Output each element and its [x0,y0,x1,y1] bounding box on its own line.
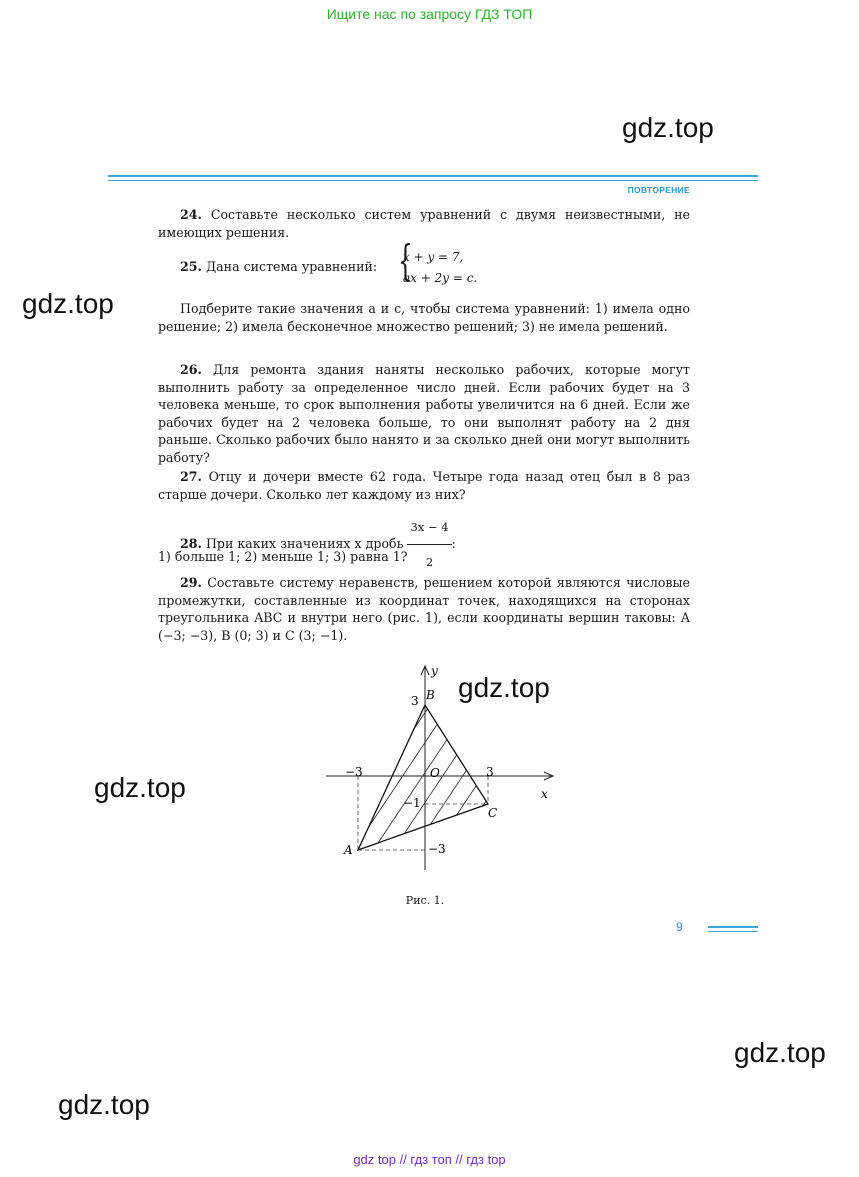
problem-number: 24. [180,207,202,222]
figure-1 [310,655,570,875]
fraction-denominator: 2 [425,555,434,569]
footer-links[interactable]: gdz top // гдз топ // гдз top [353,1152,506,1167]
problem-25-followup: Подберите такие значения a и c, чтобы система уравнений: 1) имела одно решение; 2) имела бесконечное множество решений; 3) не имела решений. [158,301,690,334]
tick-label-xm3: −3 [345,765,363,779]
problem-text: Дана система уравнений: [205,259,378,274]
watermark: gdz.top [622,112,714,143]
watermark: gdz.top [22,288,114,319]
header-rule [108,175,758,177]
y-axis-label: y [431,664,438,678]
problem-29 [158,574,690,644]
problem-text: Составьте несколько систем уравнений с двумя неизвестными, не имеющих решения. [158,207,690,240]
system-brace: { [398,236,413,285]
triangle-abc [358,705,488,850]
problem-26 [158,361,690,466]
colon: : [451,536,456,551]
system-equation-2: ax + 2y = c. [403,271,478,285]
problem-number: 26. [180,362,202,377]
tick-label-ym1: −1 [403,796,421,810]
problem-text: При каких значениях x дробь [205,536,404,551]
vertex-a-label: A [344,843,353,857]
problem-number: 27. [180,469,202,484]
watermark: gdz.top [734,1037,826,1068]
problem-number: 28. [180,536,202,551]
problem-text: Для ремонта здания наняты несколько рабочих, которые могут выполнить работу за определенное число дней. Если рабочих будет на 3 человека меньше, то срок выполнения работы увеличится на 6 дней. Если же рабочих будет на 2 человека больше, то они выполнят работу на 2 дня раньше. Сколько рабочих было нанято и за сколько дней они могут выполнить работу? [158,362,690,465]
footer-rule [708,926,758,928]
problem-28-followup: 1) больше 1; 2) меньше 1; 3) равна 1? [158,549,408,564]
system-equation-1: x + y = 7, [403,250,464,264]
problem-28 [180,510,456,579]
section-label: ПОВТОРЕНИЕ [627,185,690,195]
vertex-b-label: B [426,688,435,702]
figure-caption: Рис. 1. [405,894,445,907]
header-rule [108,180,758,181]
problem-text: Отцу и дочери вместе 62 года. Четыре года назад отец был в 8 раз старше дочери. Сколько лет каждому из них? [158,469,690,502]
problem-24 [158,206,690,241]
problem-25 [180,259,377,274]
footer-rule [708,931,758,932]
watermark: gdz.top [58,1089,150,1120]
x-axis-label: x [541,787,548,801]
watermark: gdz.top [458,672,550,703]
watermark: gdz.top [94,772,186,803]
top-banner[interactable]: Ищите нас по запросу ГДЗ ТОП [326,6,533,22]
fraction [407,510,451,579]
fraction-numerator: 3x − 4 [407,510,451,545]
problem-27 [158,468,690,503]
tick-label-ym3: −3 [428,842,446,856]
origin-label: O [430,766,440,780]
vertex-c-label: C [488,806,498,820]
problem-text: Составьте систему неравенств, решением которой являются числовые промежутки, составленные из координат точек, находящихся на сторонах треугольника ABC и внутри него (рис. 1), если координаты вершин таковы: A (−3; −3), B (0; 3) и C (3; −1). [158,575,690,643]
tick-label-x3: 3 [486,765,494,779]
page-number: 9 [676,920,683,934]
tick-label-y3: 3 [411,694,419,708]
problem-number: 29. [180,575,202,590]
problem-number: 25. [180,259,202,274]
